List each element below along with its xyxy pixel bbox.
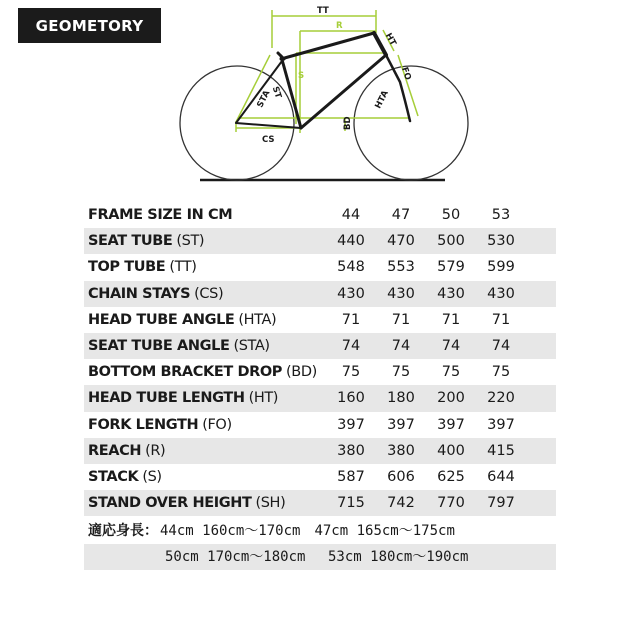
row-abbr: (BD) bbox=[286, 364, 317, 381]
cell-value: 71 bbox=[441, 311, 461, 328]
cell-value: 74 bbox=[341, 337, 361, 354]
fit-entry: 47cm 165cm～175cm bbox=[314, 523, 455, 539]
row-abbr: (STA) bbox=[233, 337, 270, 354]
cell-value: 400 bbox=[437, 442, 465, 459]
cell-value: 470 bbox=[387, 233, 415, 250]
row-abbr: (FO) bbox=[202, 416, 232, 433]
cell-value: 220 bbox=[487, 390, 515, 407]
cell-value: 430 bbox=[387, 285, 415, 302]
cell-value: 430 bbox=[337, 285, 365, 302]
cell-value: 180 bbox=[387, 390, 415, 407]
size-header: 44 bbox=[341, 207, 361, 223]
table-row bbox=[84, 412, 556, 438]
table-row bbox=[84, 490, 556, 516]
label-st: ST bbox=[269, 85, 283, 100]
cell-value: 644 bbox=[487, 468, 515, 485]
cell-value: 75 bbox=[491, 364, 511, 381]
cell-value: 71 bbox=[341, 311, 361, 328]
cell-value: 380 bbox=[337, 442, 365, 459]
row-abbr: (R) bbox=[145, 442, 166, 459]
table-header-row bbox=[84, 202, 556, 228]
cell-value: 548 bbox=[337, 259, 365, 276]
cell-value: 553 bbox=[387, 259, 415, 276]
cell-value: 742 bbox=[387, 495, 415, 512]
row-label: BOTTOM BRACKET DROP bbox=[88, 364, 283, 381]
row-label: HEAD TUBE LENGTH bbox=[88, 390, 245, 407]
cell-value: 74 bbox=[441, 337, 461, 354]
cell-value: 430 bbox=[487, 285, 515, 302]
cell-value: 75 bbox=[391, 364, 411, 381]
fit-entry: 50cm 170cm～180cm bbox=[165, 549, 306, 565]
table-row bbox=[84, 438, 556, 464]
fit-height-line-1 bbox=[84, 518, 556, 544]
cell-value: 579 bbox=[437, 259, 465, 276]
fit-height-line-2 bbox=[84, 544, 556, 570]
cell-value: 397 bbox=[387, 416, 415, 433]
cell-value: 770 bbox=[437, 495, 465, 512]
cell-value: 200 bbox=[437, 390, 465, 407]
cell-value: 71 bbox=[491, 311, 511, 328]
fit-entry: 53cm 180cm～190cm bbox=[328, 549, 469, 565]
row-abbr: (HT) bbox=[248, 390, 279, 407]
table-row bbox=[84, 385, 556, 411]
label-tt: TT bbox=[317, 6, 329, 16]
table-row bbox=[84, 359, 556, 385]
label-sta: STA bbox=[255, 88, 273, 110]
row-abbr: (CS) bbox=[194, 285, 224, 302]
bike-geometry-diagram bbox=[0, 0, 620, 200]
cell-value: 397 bbox=[437, 416, 465, 433]
label-fo: FO bbox=[399, 65, 413, 82]
row-label: SEAT TUBE ANGLE bbox=[88, 337, 230, 354]
table-row bbox=[84, 307, 556, 333]
cell-value: 430 bbox=[437, 285, 465, 302]
geometry-title: GEOMETORY bbox=[35, 16, 144, 35]
label-cs: CS bbox=[262, 135, 275, 145]
cell-value: 797 bbox=[487, 495, 515, 512]
row-abbr: (SH) bbox=[255, 495, 286, 512]
table-row bbox=[84, 228, 556, 254]
row-label: CHAIN STAYS bbox=[88, 285, 191, 302]
geometry-table bbox=[84, 202, 556, 516]
fit-entry: 44cm 160cm～170cm bbox=[160, 523, 301, 539]
frame-size-label: FRAME SIZE IN CM bbox=[88, 207, 233, 223]
row-label: SEAT TUBE bbox=[88, 233, 173, 250]
cell-value: 397 bbox=[337, 416, 365, 433]
cell-value: 715 bbox=[337, 495, 365, 512]
size-header: 47 bbox=[391, 207, 411, 223]
label-s: S bbox=[298, 71, 305, 81]
cell-value: 160 bbox=[337, 390, 365, 407]
row-label: REACH bbox=[88, 442, 142, 459]
cell-value: 625 bbox=[437, 468, 465, 485]
bike-frame bbox=[236, 33, 410, 128]
cell-value: 500 bbox=[437, 233, 465, 250]
row-label: HEAD TUBE ANGLE bbox=[88, 311, 235, 328]
size-header: 50 bbox=[441, 207, 461, 223]
row-label: STACK bbox=[88, 468, 139, 485]
row-abbr: (S) bbox=[142, 468, 162, 485]
table-row bbox=[84, 333, 556, 359]
cell-value: 440 bbox=[337, 233, 365, 250]
cell-value: 530 bbox=[487, 233, 515, 250]
measurement-lines bbox=[236, 10, 418, 133]
label-bd: BD bbox=[343, 116, 353, 130]
cell-value: 397 bbox=[487, 416, 515, 433]
row-label: STAND OVER HEIGHT bbox=[88, 495, 252, 512]
cell-value: 380 bbox=[387, 442, 415, 459]
cell-value: 71 bbox=[391, 311, 411, 328]
row-abbr: (HTA) bbox=[238, 311, 277, 328]
cell-value: 606 bbox=[387, 468, 415, 485]
cell-value: 599 bbox=[487, 259, 515, 276]
label-ht: HT bbox=[382, 31, 398, 48]
fit-height-label: 適応身長： bbox=[88, 523, 158, 539]
table-row bbox=[84, 254, 556, 280]
cell-value: 74 bbox=[491, 337, 511, 354]
cell-value: 415 bbox=[487, 442, 515, 459]
row-abbr: (TT) bbox=[169, 259, 197, 276]
cell-value: 74 bbox=[391, 337, 411, 354]
label-r: R bbox=[336, 21, 343, 31]
cell-value: 75 bbox=[441, 364, 461, 381]
row-abbr: (ST) bbox=[176, 233, 205, 250]
label-hta: HTA bbox=[373, 89, 391, 111]
row-label: TOP TUBE bbox=[88, 259, 166, 276]
size-header: 53 bbox=[491, 207, 511, 223]
cell-value: 75 bbox=[341, 364, 361, 381]
front-wheel bbox=[354, 66, 468, 180]
table-row bbox=[84, 464, 556, 490]
cell-value: 587 bbox=[337, 468, 365, 485]
row-label: FORK LENGTH bbox=[88, 416, 199, 433]
table-row bbox=[84, 281, 556, 307]
